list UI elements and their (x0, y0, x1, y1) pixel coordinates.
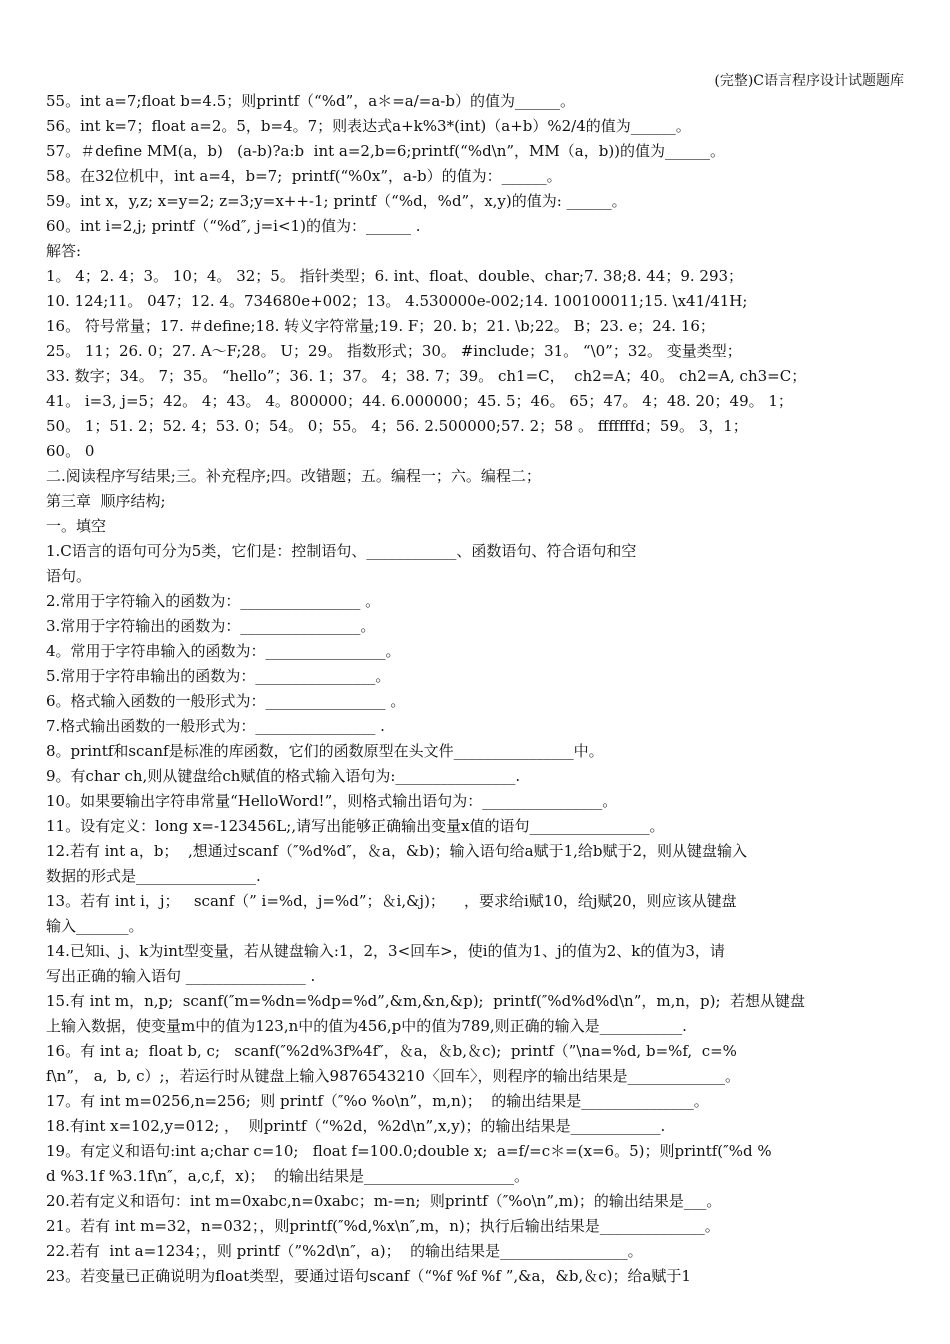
text-line: 16。有 int a; float b, c; scanf(″%2d%3f%4f″，＆a，＆b,＆c); printf（”\na=%d, b=%f, c=% (46, 1042, 737, 1060)
text-line: 11。设有定义：long x=-123456L;,请写出能够正确输出变量x值的语句________________。 (46, 817, 665, 835)
text-line: 6。格式输入函数的一般形式为：________________ 。 (46, 692, 406, 710)
text-line: 20.若有定义和语句：int m=0xabc,n=0xabc；m-=n; 则printf（″%o\n”,m)；的输出结果是___。 (46, 1192, 722, 1210)
text-line: 14.已知i、j、k为int型变量，若从键盘输入:1，2，3<回车>，使i的值为1、j的值为2、k的值为3，请 (46, 942, 725, 960)
text-line: 1。 4；2. 4；3。 10；4。 32；5。 指针类型；6. int、float、double、char;7. 38;8. 44；9. 293； (46, 267, 744, 285)
text-line: 解答: (46, 242, 82, 260)
text-line: 41。 i=3, j=5；42。 4；43。 4。800000；44. 6.000000；45. 5；46。 65；47。 4；48. 20；49。 1； (46, 392, 793, 410)
text-line: 8。printf和scanf是标准的库函数，它们的函数原型在头文件________________中。 (46, 742, 604, 760)
text-line: 17。有 int m=0256,n=256; 则 printf（″%o %o\n”，m,n)； 的输出结果是_______________。 (46, 1092, 709, 1110)
text-line: 语句。 (46, 567, 92, 585)
text-line: 22.若有 int a=1234；，则 printf（”%2d\n″，a)； 的输出结果是_________________。 (46, 1242, 643, 1260)
document-body (46, 89, 908, 1289)
text-line: 59。int x，y,z; x=y=2; z=3;y=x++-1; printf（“%d，%d”，x,y)的值为: ______。 (46, 192, 627, 210)
text-line: 4。常用于字符串输入的函数为：________________。 (46, 642, 401, 660)
text-line: 50。 1；51. 2；52. 4；53. 0；54。 0；55。 4；56. 2.500000;57. 2；58 。 fffffffd；59。 3，1； (46, 417, 748, 435)
text-line: 16。 符号常量；17. ＃define;18. 转义字符常量;19. F；20. b；21. \b;22。 B；23. e；24. 16； (46, 317, 715, 335)
text-line: 15.有 int m，n,p; scanf(″m=%dn=%dp=%d”,&m,&n,&p); printf(″%d%d%d\n”，m,n，p); 若想从键盘 (46, 992, 806, 1010)
text-line: 7.格式输出函数的一般形式为：________________ . (46, 717, 385, 735)
text-line: 10。如果要输出字符串常量“HelloWord!”，则格式输出语句为：________________。 (46, 792, 618, 810)
text-line: f\n”， a, b, c）;，若运行时从键盘上输入9876543210〈回车〉，则程序的输出结果是_____________。 (46, 1067, 740, 1085)
text-line: 写出正确的输入语句 ________________ . (46, 967, 316, 985)
text-line: 21。若有 int m=32，n=032；，则printf(″%d,%x\n″,m，n)；执行后输出结果是______________。 (46, 1217, 720, 1235)
page-header-title: (完整)C语言程序设计试题题库 (714, 73, 904, 89)
text-line: d %3.1f %3.1f\n″，a,c,f，x)； 的输出结果是____________________。 (46, 1167, 530, 1185)
text-line: 13。若有 int i，j； scanf（” i=%d，j=%d”；＆i,&j)； ，要求给i赋10，给j赋20，则应该从键盘 (46, 892, 737, 910)
text-line: 25。 11；26. 0；27. A～F;28。 U；29。 指数形式；30。 #include；31。 “\0”；32。 变量类型； (46, 342, 742, 360)
text-line: 56。int k=7；float a=2。5，b=4。7；则表达式a+k%3*(int)（a+b）%2/4的值为______。 (46, 117, 691, 135)
text-line: 2.常用于字符输入的函数为：________________ 。 (46, 592, 381, 610)
text-line: 33. 数字；34。 7；35。 “hello”；36. 1；37。 4；38. 7；39。 ch1=C， ch2=A；40。 ch2=A, ch3=C； (46, 367, 807, 385)
text-line: 1.C语言的语句可分为5类，它们是：控制语句、____________、函数语句、符合语句和空 (46, 542, 637, 560)
text-line: 上输入数据，使变量m中的值为123,n中的值为456,p中的值为789,则正确的输入是___________. (46, 1017, 687, 1035)
text-line: 55。int a=7;float b=4.5；则printf（“%d”，a＊=a/=a-b）的值为______。 (46, 92, 575, 110)
text-line: 数据的形式是________________. (46, 867, 261, 885)
text-line: 9。有char ch,则从键盘给ch赋值的格式输入语句为:________________. (46, 767, 521, 785)
text-line: 二.阅读程序写结果;三。补充程序;四。改错题；五。编程一；六。编程二； (46, 467, 541, 485)
text-line: 第三章 顺序结构; (46, 492, 166, 510)
text-line: 一。填空 (46, 517, 107, 535)
text-line: 23。若变量已正确说明为float类型，要通过语句scanf（“%f %f %f ”,&a，&b,＆c)；给a赋于1 (46, 1267, 691, 1285)
text-line: 输入_______。 (46, 917, 144, 935)
text-line: 10. 124;11。 047；12. 4。734680e+002；13。 4.530000e-002;14. 100100011;15. \x41/41H; (46, 292, 748, 310)
text-line: 60。 0 (46, 442, 95, 460)
text-line: 3.常用于字符输出的函数为：________________。 (46, 617, 376, 635)
text-line: 19。有定义和语句:int a;char c=10; float f=100.0;double x; a=f/=c＊=(x=6。5)；则printf(″%d % (46, 1142, 772, 1160)
text-line: 12.若有 int a，b； ,想通过scanf（″%d%d″，＆a，&b)；输入语句给a赋于1,给b赋于2，则从键盘输入 (46, 842, 748, 860)
text-line: 57。＃define MM(a，b) (a-b)?a:b int a=2,b=6;printf(“%d\n”，MM（a，b))的值为______。 (46, 142, 726, 160)
text-line: 60。int i=2,j; printf（“%d″, j=i<1)的值为：______ . (46, 217, 421, 235)
text-line: 18.有int x=102,y=012; ， 则printf（“%2d，%2d\n”,x,y)；的输出结果是____________. (46, 1117, 666, 1135)
text-line: 5.常用于字符串输出的函数为：________________。 (46, 667, 391, 685)
text-line: 58。在32位机中，int a=4，b=7; printf(“%0x”，a-b）的值为：______。 (46, 167, 562, 185)
